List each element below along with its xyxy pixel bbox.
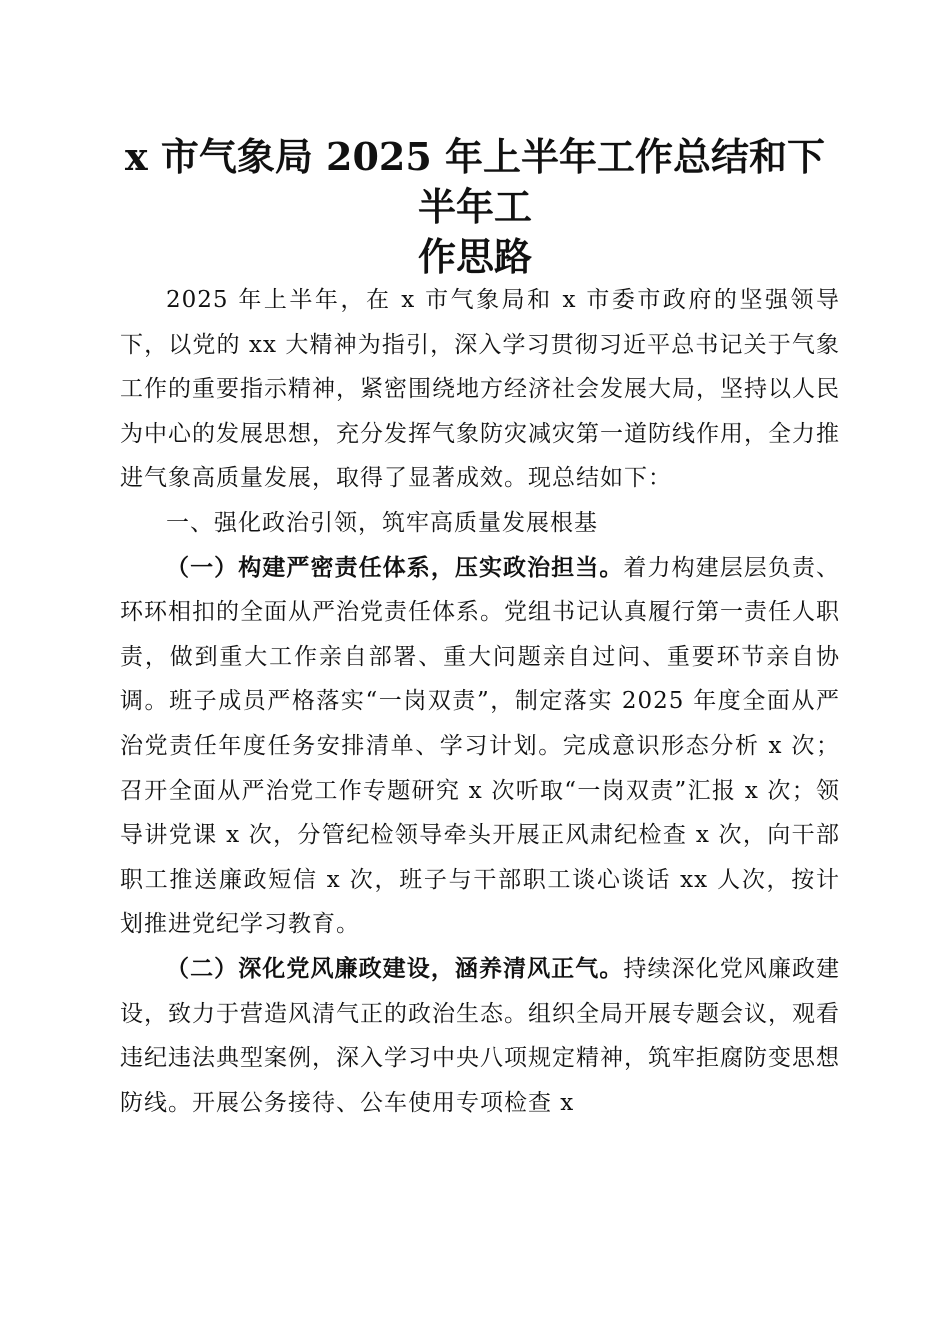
paragraph-item-2	[120, 947, 840, 1125]
intro-paragraph: 2025 年上半年，在 x 市气象局和 x 市委市政府的坚强领导下，以党的 xx 大精神为指引，深入学习贯彻习近平总书记关于气象工作的重要指示精神，紧密围绕地方经济社会发展大局，坚持以人民为中心的发展思想，充分发挥气象防灾减灾第一道防线作用，全力推进气象高质量发展，取得了显著成效。现总结如下：	[120, 287, 840, 492]
document-body	[120, 278, 840, 1125]
item-2-title: （二）深化党风廉政建设，涵养清风正气。	[166, 954, 624, 982]
item-1-title: （一）构建严密责任体系，压实政治担当。	[166, 553, 624, 581]
title-line-2: 作思路	[417, 234, 532, 279]
section-heading-1: 一、强化政治引领，筑牢高质量发展根基	[166, 509, 598, 536]
document-title	[110, 132, 840, 282]
title-line-1: x 市气象局 2025 年上半年工作总结和下半年工	[124, 134, 826, 229]
paragraph-item-1	[120, 546, 840, 947]
item-1-text: 着力构建层层负责、环环相扣的全面从严治党责任体系。党组书记认真履行第一责任人职责，做到重大工作亲自部署、重大问题亲自过问、重要环节亲自协调。班子成员严格落实“一岗双责”，制定落实 2025 年度全面从严治党责任年度任务安排清单、学习计划。完成意识形态分析 x 次；召开全面从严治党工作专题研究 x 次听取“一岗双责”汇报 x 次；领导讲党课 x 次，分管纪检领导牵头开展正风肃纪检查 x 次，向干部职工推送廉政短信 x 次，班子与干部职工谈心谈话 xx 人次，按计划推进党纪学习教育。	[120, 554, 841, 938]
item-2-text: 持续深化党风廉政建设，致力于营造风清气正的政治生态。组织全局开展专题会议，观看违纪违法典型案例，深入学习中央八项规定精神，筑牢拒腐防变思想防线。开展公务接待、公车使用专项检查 x	[120, 955, 841, 1116]
